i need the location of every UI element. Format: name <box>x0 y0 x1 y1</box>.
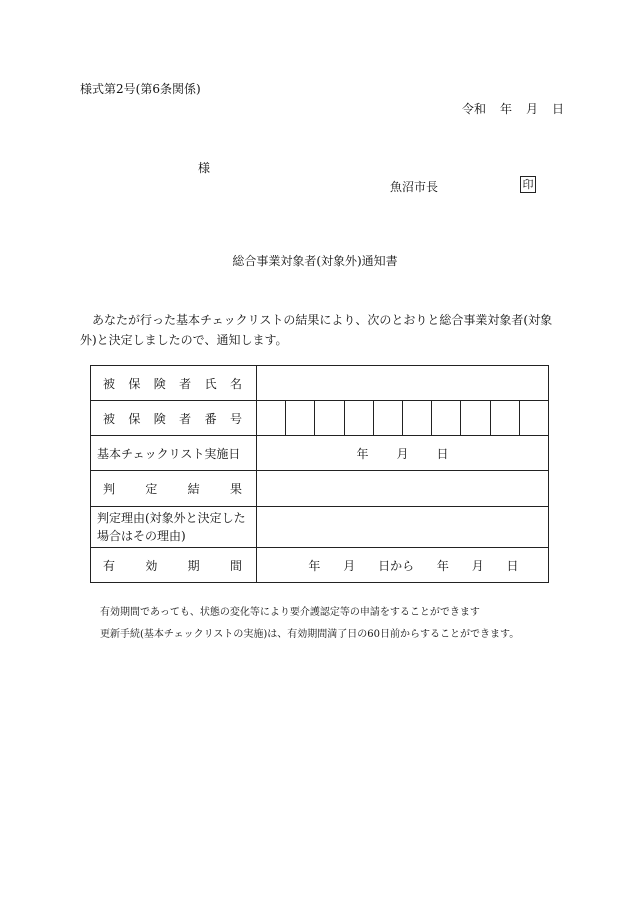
table-row <box>91 436 549 471</box>
label-char: 険 <box>153 411 166 426</box>
validity-period-field[interactable] <box>257 548 549 583</box>
judgment-reason-field[interactable] <box>257 507 549 548</box>
label-char: 者 <box>179 411 192 426</box>
label-char: 氏 <box>204 376 217 391</box>
notes <box>100 602 519 646</box>
judgment-result-field[interactable] <box>257 471 549 507</box>
judgment-reason-line1: 判定理由(対象外と決定した <box>97 511 246 525</box>
addressee-suffix: 様 <box>198 161 211 175</box>
date-era: 令和 <box>462 102 487 116</box>
validity-period-label <box>91 548 257 583</box>
insured-number-label <box>91 401 257 436</box>
spaced-label <box>91 410 256 427</box>
label-char: 判 <box>103 482 116 496</box>
form-number: 様式第2号(第6条関係) <box>80 82 201 96</box>
date-year: 年 <box>500 102 513 116</box>
label-char: 果 <box>229 482 242 496</box>
date-month: 月 <box>526 102 539 116</box>
to-year: 年 <box>436 558 449 573</box>
label-char: 保 <box>128 411 141 426</box>
judgment-reason-label <box>91 507 257 548</box>
spaced-label <box>91 557 256 574</box>
label-char: 名 <box>229 376 242 391</box>
spaced-label <box>91 375 256 392</box>
label-char: 効 <box>145 558 158 573</box>
from-year: 年 <box>308 558 321 573</box>
checklist-date-label-text: 基本チェックリスト実施日 <box>97 446 241 461</box>
insured-name-field[interactable] <box>257 366 549 401</box>
insured-number-digit[interactable] <box>315 401 344 436</box>
to-day: 日 <box>506 558 519 573</box>
from-day: 日から <box>378 558 415 573</box>
label-char: 被 <box>103 411 116 426</box>
insured-number-digit[interactable] <box>432 401 461 436</box>
label-char: 番 <box>204 411 217 426</box>
table-row <box>91 401 549 436</box>
insured-number-digit[interactable] <box>461 401 490 436</box>
seal-mark: 印 <box>520 176 536 193</box>
insured-number-digit[interactable] <box>286 401 315 436</box>
checklist-date-field[interactable] <box>257 436 549 471</box>
judgment-reason-label-text <box>91 507 256 547</box>
insured-number-digit[interactable] <box>257 401 286 436</box>
date-line <box>462 100 564 117</box>
table-row <box>91 471 549 507</box>
insured-number-digit[interactable] <box>402 401 431 436</box>
insured-number-digit[interactable] <box>490 401 519 436</box>
validity-period-values <box>257 557 548 574</box>
label-char: 有 <box>103 558 116 573</box>
label-char: 結 <box>187 482 200 496</box>
checklist-year: 年 <box>356 446 369 461</box>
note-renewal: 更新手続(基本チェックリストの実施)は、有効期間満了日の60日前からすることができます。 <box>100 629 520 640</box>
note-validity: 有効期間であっても、状態の変化等により要介護認定等の申請をすることができます <box>100 607 480 618</box>
document-title: 総合事業対象者(対象外)通知書 <box>232 254 398 268</box>
body-text: あなたが行った基本チェックリストの結果により、次のとおりと総合事業対象者(対象外)と決定しましたので、通知します。 <box>80 313 553 347</box>
label-char: 被 <box>103 376 116 391</box>
label-char: 者 <box>179 376 192 391</box>
judgment-result-label <box>91 471 257 507</box>
spaced-label <box>91 480 256 497</box>
insured-number-digit[interactable] <box>373 401 402 436</box>
date-day: 日 <box>552 102 565 116</box>
insured-number-digit[interactable] <box>519 401 548 436</box>
insured-number-digit[interactable] <box>344 401 373 436</box>
label-char: 間 <box>229 558 242 573</box>
issuer: 魚沼市長 <box>390 180 439 194</box>
checklist-day: 日 <box>436 446 449 461</box>
table-row <box>91 507 549 548</box>
table-row <box>91 548 549 583</box>
label-char: 号 <box>229 411 242 426</box>
insured-name-label <box>91 366 257 401</box>
checklist-date-label <box>91 436 257 471</box>
from-month: 月 <box>343 558 356 573</box>
table-row <box>91 366 549 401</box>
judgment-reason-line2: 場合はその理由) <box>97 529 186 543</box>
label-char: 定 <box>145 482 158 496</box>
label-char: 保 <box>128 376 141 391</box>
label-char: 期 <box>187 558 200 573</box>
notice-table <box>90 365 549 583</box>
checklist-month: 月 <box>396 446 409 461</box>
label-char: 険 <box>153 376 166 391</box>
to-month: 月 <box>471 558 484 573</box>
